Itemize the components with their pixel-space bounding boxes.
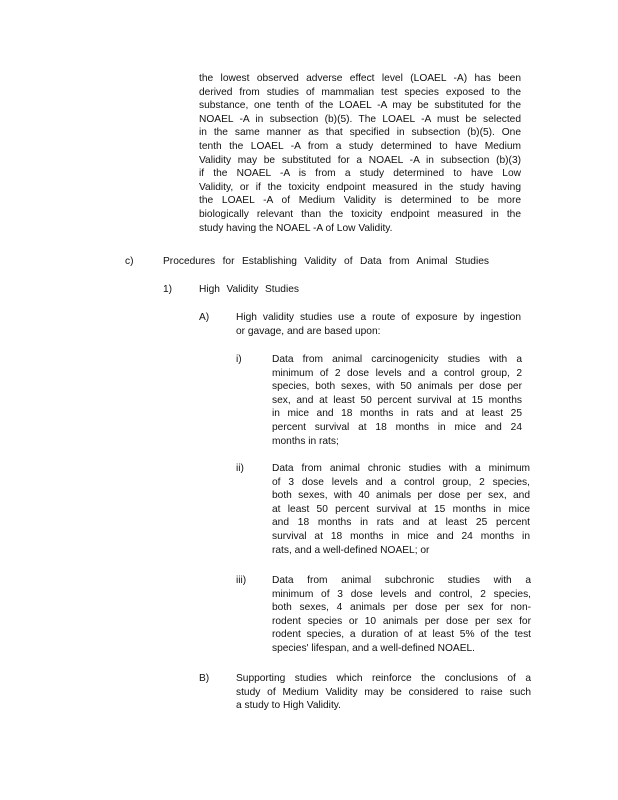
item-i-label: i) xyxy=(236,354,242,365)
item-a-text xyxy=(236,311,521,338)
item-b-label: B) xyxy=(199,673,210,684)
text-line: both sexes, with 40 animals per dose per sex, and xyxy=(272,490,530,502)
section-1-heading xyxy=(199,283,299,297)
text-line: minimum of 3 dose levels and control, 2 species, xyxy=(272,588,531,600)
intro-paragraph xyxy=(199,72,521,235)
text-line: Data from animal carcinogenicity studies with a xyxy=(272,354,522,365)
text-line: rodent species or 10 animals per dose per sex for xyxy=(272,615,531,627)
text-line: sex, and at least 50 percent survival at 15 months xyxy=(272,394,522,406)
text-line: minimum of 2 dose levels and a control group, 2 xyxy=(272,367,522,379)
text-line: NOAEL -A in subsection (b)(5). The LOAEL -A must be selected xyxy=(199,113,521,125)
section-c-heading xyxy=(163,255,489,269)
text-line: rodent species, a duration of at least 5% of the test xyxy=(272,629,531,641)
text-line: species, both sexes, with 50 animals per dose per xyxy=(272,381,522,393)
text-line: tenth the LOAEL -A from a study determined to have Medium xyxy=(199,140,521,152)
text-line: of 3 dose levels and a control group, 2 species, xyxy=(272,476,530,488)
section-1-label: 1) xyxy=(163,284,173,295)
text-line: study of Medium Validity may be considered to raise such xyxy=(236,686,531,698)
text-line: Validity, or if the toxicity endpoint measured in the study having xyxy=(199,181,521,193)
item-b-text xyxy=(236,672,531,713)
item-iii-text xyxy=(272,574,531,656)
text-line: a study to High Validity. xyxy=(236,700,341,712)
text-line: Data from animal subchronic studies with a xyxy=(272,575,531,586)
item-i-text xyxy=(272,353,522,448)
item-a-label: A) xyxy=(199,312,210,323)
text-line: species' lifespan, and a well-defined NOAEL. xyxy=(272,642,475,654)
item-ii-label: ii) xyxy=(236,463,244,474)
text-line: Validity may be substituted for a NOAEL -A in subsection (b)(3) xyxy=(199,154,521,166)
heading-text: Procedures for Establishing Validity of Data from Animal Studies xyxy=(163,256,489,267)
text-line: survival at 18 months in mice and 24 months in xyxy=(272,530,530,542)
section-c-label: c) xyxy=(125,256,134,267)
text-line: the LOAEL -A of Medium Validity is determined to be more xyxy=(199,195,521,207)
heading-text: High Validity Studies xyxy=(199,284,299,295)
text-line: both sexes, 4 animals per dose per sex for non- xyxy=(272,602,531,614)
text-line: if the NOAEL -A is from a study determined to have Low xyxy=(199,168,521,180)
text-line: biologically relevant than the toxicity endpoint measured in the xyxy=(199,208,521,220)
item-ii-text xyxy=(272,462,530,557)
item-iii-label: iii) xyxy=(236,575,247,586)
text-line: Supporting studies which reinforce the conclusions of a xyxy=(236,673,531,684)
text-line: substance, one tenth of the LOAEL -A may be substituted for the xyxy=(199,100,521,112)
text-line: derived from studies of mammalian test species exposed to the xyxy=(199,86,521,98)
text-line: at least 50 percent survival at 15 months in mice xyxy=(272,503,530,515)
text-line: Data from animal chronic studies with a minimum xyxy=(272,463,530,474)
text-line: in the same manner as that specified in subsection (b)(5). One xyxy=(199,127,521,139)
text-line: study having the NOAEL -A of Low Validity. xyxy=(199,222,393,234)
text-line: rats, and a well-defined NOAEL; or xyxy=(272,544,430,556)
text-line: and 18 months in rats and at least 25 percent xyxy=(272,517,530,529)
text-line: High validity studies use a route of exposure by ingestion xyxy=(236,312,521,323)
text-line: in mice and 18 months in rats and at least 25 xyxy=(272,408,522,420)
text-line: or gavage, and are based upon: xyxy=(236,325,381,337)
text-line: percent survival at 18 months in mice and 24 xyxy=(272,421,522,433)
text-line: the lowest observed adverse effect level (LOAEL -A) has been xyxy=(199,73,521,84)
text-line: months in rats; xyxy=(272,435,339,447)
